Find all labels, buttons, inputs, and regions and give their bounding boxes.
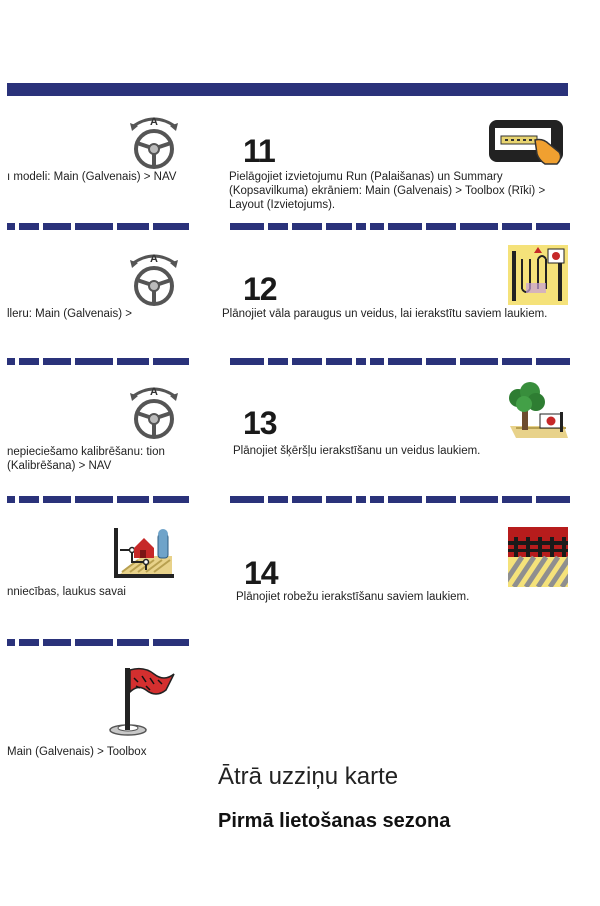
steering-wheel-icon [126,383,182,439]
boundary-fence-icon [508,527,568,587]
header-bar [7,83,568,96]
divider [7,639,189,646]
svg-text:A: A [150,116,158,128]
item-number: 12 [243,271,277,307]
item2-text: lleru: Main (Galvenais) > [7,308,132,320]
steering-wheel-icon [126,250,182,306]
svg-text:A: A [150,253,158,265]
item12-text: Plānojiet vāla paraugus un veidus, lai ierakstītu saviem laukiem. [222,308,548,320]
item13-text: Plānojiet šķēršļu ierakstīšanu un veidus laukiem. [233,445,481,457]
farm-map-icon [112,526,176,582]
flag-icon [104,664,178,738]
item-number: 14 [244,555,278,591]
item-number: 13 [243,405,277,441]
item4-text: nniecības, laukus savai [7,586,126,598]
item14-text: Plānojiet robežu ierakstīšanu saviem laukiem. [236,591,470,603]
touch-screen-icon [487,118,565,168]
divider [7,358,189,365]
steering-wheel-icon [126,113,182,169]
divider [230,358,570,365]
footer-subtitle: Pirmā lietošanas sezona [218,810,451,832]
svg-text:A: A [150,386,158,398]
item1-text: ı modeli: Main (Galvenais) > NAV [7,171,177,183]
divider [7,496,189,503]
item3-text: nepieciešamo kalibrēšanu: tion (Kalibrēšana) > NAV [7,446,165,472]
swath-pattern-icon [508,245,568,305]
divider [7,223,189,230]
footer-title: Ātrā uzziņu karte [218,763,399,790]
divider [230,496,570,503]
item5-text: Main (Galvenais) > Toolbox [7,746,147,758]
tree-obstacle-icon [508,380,568,440]
item11-text: Pielāgojiet izvietojumu Run (Palaišanas) un Summary (Kopsavilkuma) ekrāniem: Main (Galvenais) > Toolbox (Rīki) > Layout (Izvietojums). [229,171,546,211]
item-number: 11 [243,133,275,169]
divider [230,223,570,230]
